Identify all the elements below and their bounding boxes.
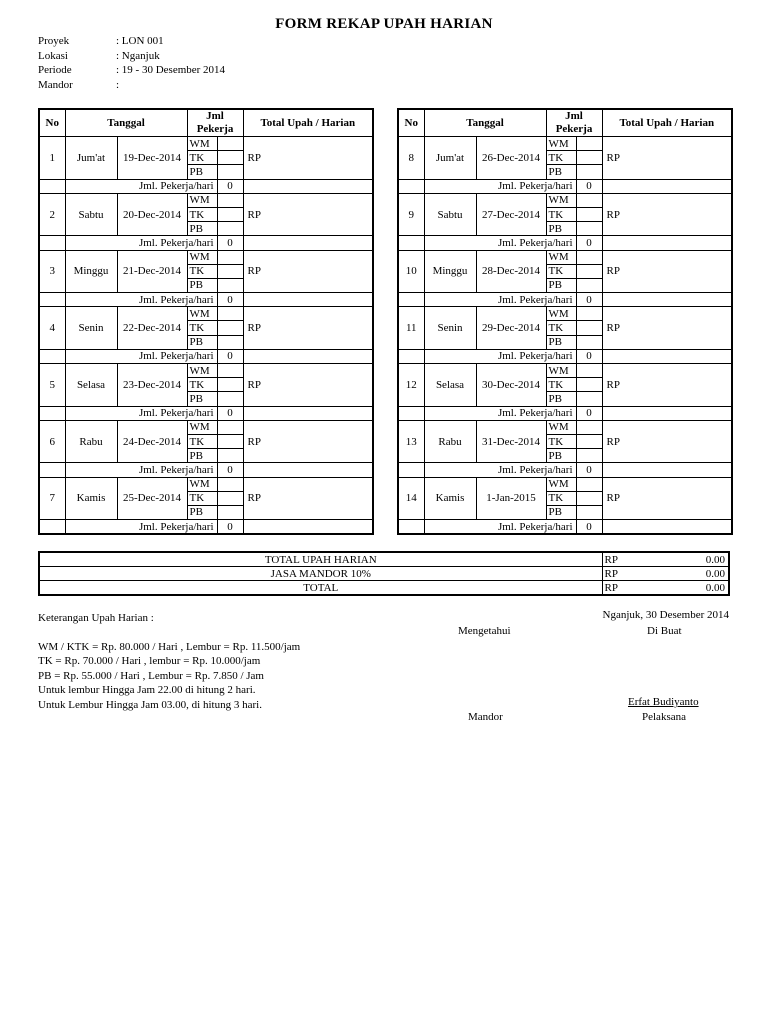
worker-category: PB [546,165,576,179]
table-header [398,109,732,137]
worker-category: WM [546,250,576,264]
mengetahui-label: Mengetahui [458,625,511,637]
worker-count-cell [576,420,602,434]
worker-category: TK [187,207,217,221]
worker-count-cell [217,137,243,151]
meta-label: Periode [38,64,72,76]
worker-count-cell [217,151,243,165]
totals-label: TOTAL UPAH HARIAN [39,552,602,567]
worker-category: TK [546,264,576,278]
wage-total: RP [243,250,373,293]
day-row [398,250,732,264]
empty-cell [398,349,424,363]
empty-cell [398,406,424,420]
day-row [39,193,373,207]
empty-cell [602,179,732,193]
worker-category: WM [187,420,217,434]
empty-cell [39,236,65,250]
jml-pekerja-label: Jml. Pekerja/hari [65,293,217,307]
form-title: FORM REKAP UPAH HARIAN [275,16,493,32]
meta-label: Lokasi [38,49,68,62]
jml-pekerja-value: 0 [217,179,243,193]
day-row [39,250,373,264]
daily-table-left [38,108,374,535]
worker-category: TK [546,434,576,448]
day-name: Rabu [424,420,476,463]
day-name: Senin [65,307,117,350]
signer-name: Erfat Budiyanto [628,696,699,708]
empty-cell [398,293,424,307]
worker-count-cell [576,137,602,151]
place-date: Nganjuk, 30 Desember 2014 [602,609,729,621]
day-date: 26-Dec-2014 [476,137,546,180]
empty-cell [39,179,65,193]
wage-total: RP [243,364,373,407]
jml-pekerja-label: Jml. Pekerja/hari [65,406,217,420]
worker-category: WM [187,193,217,207]
worker-count-cell [217,434,243,448]
empty-cell [39,520,65,535]
worker-count-cell [576,378,602,392]
notes-line: PB = Rp. 55.000 / Hari , Lembur = Rp. 7.850 / Jam [38,669,264,682]
worker-count-cell [576,392,602,406]
meta-value: : 19 - 30 Desember 2014 [116,64,226,76]
notes-line: WM / KTK = Rp. 80.000 / Hari , Lembur = Rp. 11.500/jam [38,640,301,653]
worker-category: TK [187,378,217,392]
day-name: Selasa [424,364,476,407]
worker-category: WM [546,137,576,151]
jml-pekerja-value: 0 [217,463,243,477]
day-no: 11 [398,307,424,350]
worker-category: PB [187,222,217,236]
worker-count-cell [217,321,243,335]
notes-line: Untuk lembur Hingga Jam 22.00 di hitung 2 hari. [38,684,256,697]
wage-total: RP [602,307,732,350]
worker-count-cell [576,449,602,463]
empty-cell [243,520,373,535]
worker-category: PB [187,449,217,463]
jml-pekerja-value: 0 [217,349,243,363]
worker-category: TK [187,321,217,335]
wage-total: RP [602,364,732,407]
header-no: No [398,109,424,137]
day-date: 20-Dec-2014 [117,193,187,236]
empty-cell [243,349,373,363]
day-row [398,477,732,491]
worker-category: TK [546,207,576,221]
jml-pekerja-value: 0 [217,520,243,535]
meta-value: : Nganjuk [116,49,160,62]
wage-total: RP [243,193,373,236]
worker-category: WM [187,137,217,151]
day-subtotal-row [398,520,732,535]
worker-count-cell [217,250,243,264]
worker-count-cell [217,193,243,207]
day-row [398,420,732,434]
totals-value: 0.00 [632,581,729,596]
header-total-upah: Total Upah / Harian [602,109,732,137]
day-subtotal-row [39,293,373,307]
worker-count-cell [576,278,602,292]
day-subtotal-row [39,349,373,363]
empty-cell [243,463,373,477]
worker-count-cell [217,165,243,179]
worker-category: WM [187,364,217,378]
day-name: Sabtu [65,193,117,236]
worker-category: WM [546,477,576,491]
day-name: Rabu [65,420,117,463]
worker-category: TK [546,378,576,392]
worker-count-cell [576,505,602,519]
day-row [398,137,732,151]
worker-count-cell [217,278,243,292]
pelaksana-label: Pelaksana [642,711,686,723]
day-date: 27-Dec-2014 [476,193,546,236]
worker-category: WM [187,307,217,321]
worker-count-cell [576,335,602,349]
day-name: Minggu [424,250,476,293]
jml-pekerja-value: 0 [576,349,602,363]
day-subtotal-row [398,293,732,307]
day-date: 1-Jan-2015 [476,477,546,520]
wage-total: RP [243,420,373,463]
day-date: 30-Dec-2014 [476,364,546,407]
day-no: 7 [39,477,65,520]
totals-value: 0.00 [632,567,729,581]
day-date: 19-Dec-2014 [117,137,187,180]
wage-notes [38,611,300,713]
jml-pekerja-value: 0 [576,463,602,477]
meta-row-mandor [38,78,225,93]
worker-category: PB [546,449,576,463]
jml-pekerja-value: 0 [217,406,243,420]
wage-total: RP [243,137,373,180]
empty-cell [243,179,373,193]
totals-currency: RP [602,552,632,567]
worker-count-cell [217,392,243,406]
jml-pekerja-value: 0 [217,293,243,307]
empty-cell [398,179,424,193]
day-name: Kamis [65,477,117,520]
worker-count-cell [576,151,602,165]
worker-category: WM [546,420,576,434]
jml-pekerja-label: Jml. Pekerja/hari [65,520,217,535]
wage-total: RP [602,193,732,236]
notes-line: Untuk Lembur Hingga Jam 03.00, di hitung 3 hari. [38,698,262,711]
worker-category: TK [546,321,576,335]
day-subtotal-row [39,236,373,250]
worker-count-cell [576,165,602,179]
day-no: 4 [39,307,65,350]
worker-count-cell [576,193,602,207]
worker-count-cell [217,222,243,236]
totals-row [39,552,729,567]
worker-category: TK [187,434,217,448]
worker-count-cell [217,264,243,278]
day-name: Selasa [65,364,117,407]
day-name: Senin [424,307,476,350]
empty-cell [602,349,732,363]
worker-category: WM [546,364,576,378]
jml-pekerja-value: 0 [576,179,602,193]
wage-total: RP [243,307,373,350]
worker-count-cell [217,491,243,505]
totals-label: JASA MANDOR 10% [39,567,602,581]
meta-row-periode [38,63,225,78]
day-no: 5 [39,364,65,407]
empty-cell [398,236,424,250]
day-no: 6 [39,420,65,463]
day-date: 28-Dec-2014 [476,250,546,293]
jml-pekerja-value: 0 [217,236,243,250]
jml-pekerja-label: Jml. Pekerja/hari [424,463,576,477]
day-date: 23-Dec-2014 [117,364,187,407]
day-name: Sabtu [424,193,476,236]
day-date: 21-Dec-2014 [117,250,187,293]
day-date: 31-Dec-2014 [476,420,546,463]
di-buat-label: Di Buat [647,625,682,637]
header-no: No [39,109,65,137]
day-row [39,420,373,434]
meta-label: Mandor [38,78,73,91]
project-meta [38,34,225,92]
day-row [39,364,373,378]
wage-total: RP [602,137,732,180]
totals-table [38,551,730,596]
day-no: 1 [39,137,65,180]
worker-category: PB [187,335,217,349]
empty-cell [243,406,373,420]
worker-category: PB [546,278,576,292]
worker-category: PB [546,392,576,406]
empty-cell [243,236,373,250]
day-row [39,137,373,151]
worker-count-cell [576,207,602,221]
worker-category: TK [546,151,576,165]
day-date: 22-Dec-2014 [117,307,187,350]
meta-row-proyek [38,34,225,49]
header-jml-pekerja: Jml Pekerja [546,109,602,137]
worker-count-cell [576,222,602,236]
day-subtotal-row [398,406,732,420]
jml-pekerja-label: Jml. Pekerja/hari [424,520,576,535]
day-row [398,193,732,207]
jml-pekerja-value: 0 [576,236,602,250]
day-subtotal-row [39,179,373,193]
jml-pekerja-label: Jml. Pekerja/hari [424,349,576,363]
worker-count-cell [576,434,602,448]
day-row [398,364,732,378]
worker-category: PB [546,222,576,236]
totals-currency: RP [602,567,632,581]
empty-cell [398,520,424,535]
day-row [39,307,373,321]
worker-count-cell [576,491,602,505]
totals-row [39,581,729,596]
notes-heading: Keterangan Upah Harian : [38,612,154,624]
empty-cell [39,406,65,420]
wage-total: RP [602,250,732,293]
wage-total: RP [602,477,732,520]
header-jml-pekerja: Jml Pekerja [187,109,243,137]
day-no: 12 [398,364,424,407]
jml-pekerja-label: Jml. Pekerja/hari [424,236,576,250]
worker-count-cell [217,378,243,392]
worker-count-cell [576,364,602,378]
worker-category: PB [187,505,217,519]
day-date: 25-Dec-2014 [117,477,187,520]
empty-cell [602,463,732,477]
worker-category: WM [546,307,576,321]
worker-category: PB [546,505,576,519]
totals-label: TOTAL [39,581,602,596]
wage-total: RP [602,420,732,463]
worker-category: PB [187,392,217,406]
worker-count-cell [217,207,243,221]
worker-count-cell [576,250,602,264]
day-no: 14 [398,477,424,520]
worker-count-cell [217,420,243,434]
worker-category: TK [546,491,576,505]
day-row [398,307,732,321]
worker-category: PB [187,165,217,179]
day-no: 2 [39,193,65,236]
daily-table-right [397,108,733,535]
empty-cell [602,520,732,535]
jml-pekerja-label: Jml. Pekerja/hari [65,349,217,363]
jml-pekerja-value: 0 [576,520,602,535]
worker-category: WM [546,193,576,207]
worker-count-cell [576,321,602,335]
day-no: 13 [398,420,424,463]
worker-count-cell [576,264,602,278]
table-header [39,109,373,137]
worker-count-cell [217,477,243,491]
worker-count-cell [217,505,243,519]
empty-cell [39,349,65,363]
jml-pekerja-label: Jml. Pekerja/hari [65,179,217,193]
day-subtotal-row [398,179,732,193]
day-name: Kamis [424,477,476,520]
day-subtotal-row [39,406,373,420]
day-date: 29-Dec-2014 [476,307,546,350]
worker-count-cell [217,364,243,378]
worker-category: WM [187,477,217,491]
jml-pekerja-label: Jml. Pekerja/hari [424,406,576,420]
day-date: 24-Dec-2014 [117,420,187,463]
jml-pekerja-label: Jml. Pekerja/hari [65,463,217,477]
worker-count-cell [217,307,243,321]
meta-label: Proyek [38,35,70,47]
jml-pekerja-value: 0 [576,293,602,307]
meta-row-lokasi [38,49,225,64]
notes-line: TK = Rp. 70.000 / Hari , lembur = Rp. 10.000/jam [38,655,261,668]
day-name: Minggu [65,250,117,293]
empty-cell [243,293,373,307]
empty-cell [39,293,65,307]
day-no: 3 [39,250,65,293]
worker-category: PB [187,278,217,292]
meta-value: : LON 001 [116,35,164,47]
jml-pekerja-label: Jml. Pekerja/hari [424,179,576,193]
day-no: 9 [398,193,424,236]
worker-category: TK [187,151,217,165]
empty-cell [602,406,732,420]
day-subtotal-row [39,463,373,477]
worker-count-cell [217,335,243,349]
empty-cell [602,236,732,250]
mandor-label: Mandor [468,711,503,723]
day-subtotal-row [398,349,732,363]
worker-count-cell [576,307,602,321]
worker-category: PB [546,335,576,349]
empty-cell [602,293,732,307]
jml-pekerja-value: 0 [576,406,602,420]
totals-currency: RP [602,581,632,596]
day-row [39,477,373,491]
worker-category: TK [187,491,217,505]
worker-category: TK [187,264,217,278]
day-name: Jum'at [65,137,117,180]
day-subtotal-row [398,463,732,477]
header-tanggal: Tanggal [424,109,546,137]
day-subtotal-row [398,236,732,250]
wage-total: RP [243,477,373,520]
meta-value: : [116,78,120,91]
jml-pekerja-label: Jml. Pekerja/hari [424,293,576,307]
day-no: 8 [398,137,424,180]
header-total-upah: Total Upah / Harian [243,109,373,137]
jml-pekerja-label: Jml. Pekerja/hari [65,236,217,250]
totals-value: 0.00 [632,552,729,567]
totals-row [39,567,729,581]
day-no: 10 [398,250,424,293]
empty-cell [398,463,424,477]
day-name: Jum'at [424,137,476,180]
worker-count-cell [576,477,602,491]
empty-cell [39,463,65,477]
worker-category: WM [187,250,217,264]
header-tanggal: Tanggal [65,109,187,137]
worker-count-cell [217,449,243,463]
day-subtotal-row [39,520,373,535]
